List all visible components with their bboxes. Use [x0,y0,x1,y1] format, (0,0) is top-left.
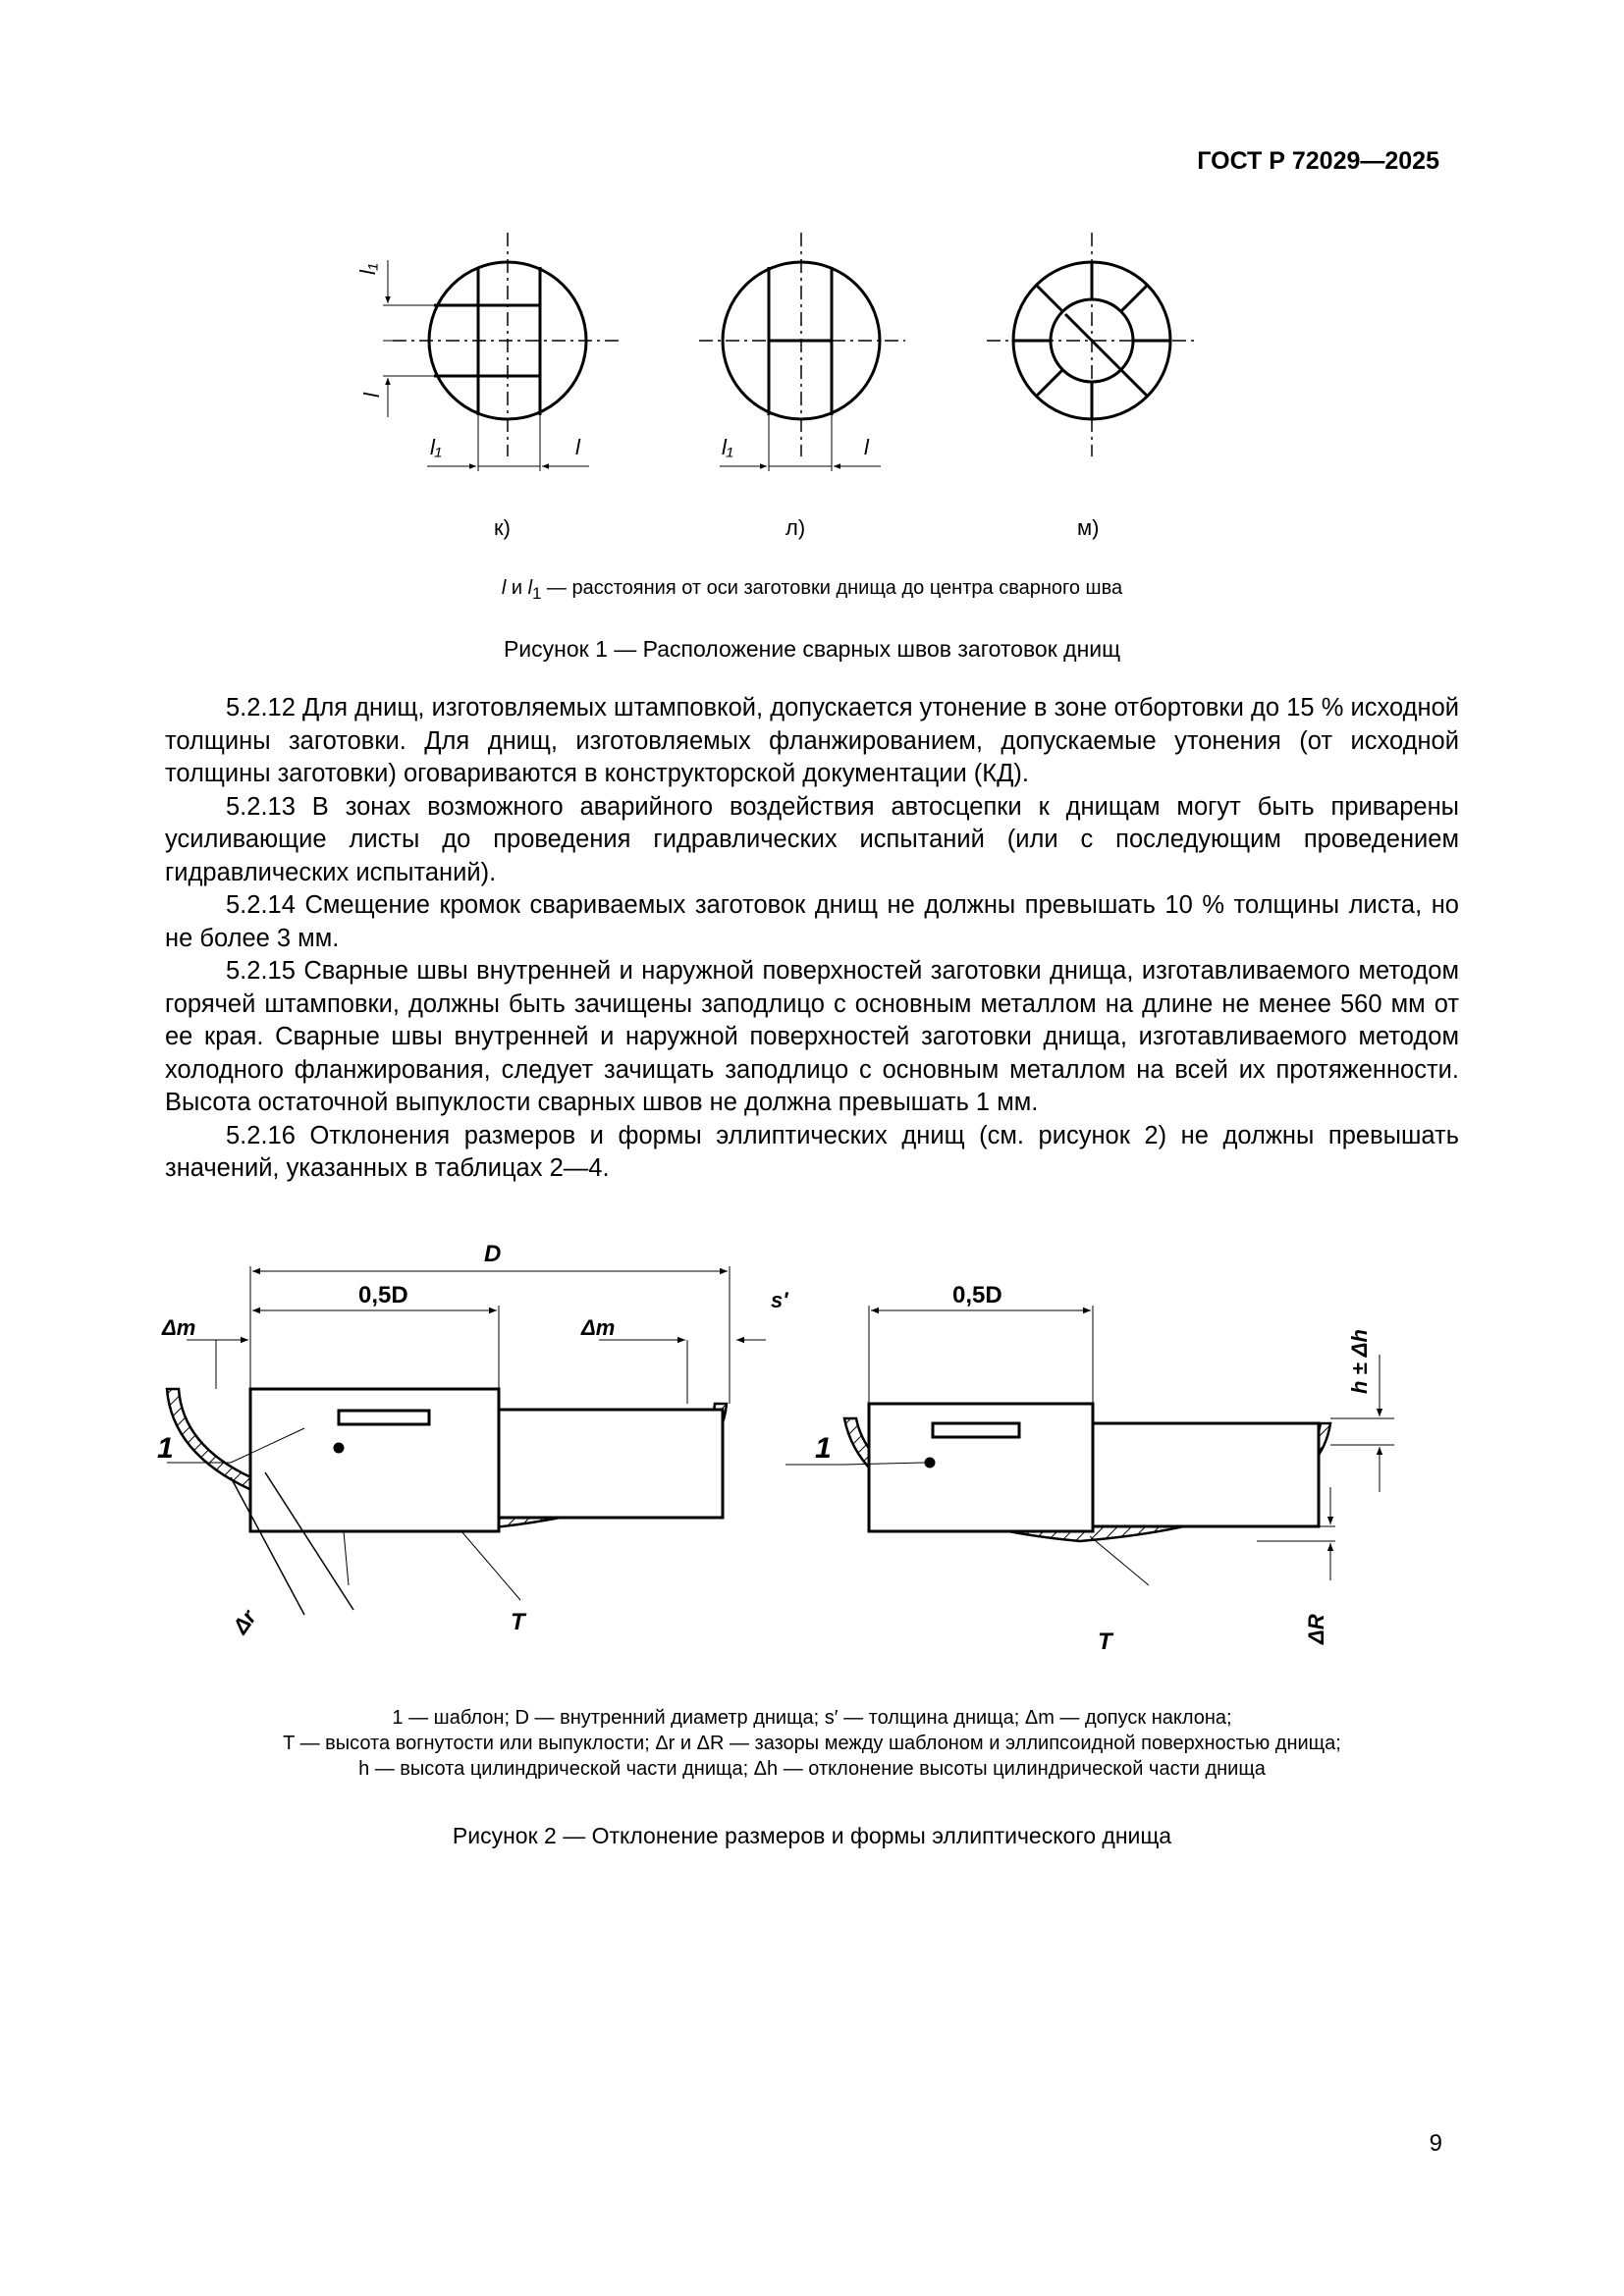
weld-layout-k [383,233,621,471]
dim-T-left: T [511,1609,525,1635]
dim-l1-horizontal: l₁ [430,435,442,459]
dim-l1-vertical: l₁ [355,263,380,275]
label-template-right: 1 [815,1432,832,1465]
document-header: ГОСТ Р 72029—2025 [1197,147,1439,175]
figure-2-drawing [157,1237,1434,1679]
dim-half-D-left: 0,5D [358,1282,408,1308]
label-template-left: 1 [157,1432,174,1465]
dim-dR: ΔR [1304,1614,1328,1644]
elliptical-head-left [167,1266,766,1615]
figure-1-legend: l и $l_1$ — расстояния от оси заготовки днища до центра сварного шва [501,577,1123,603]
legend-line-3: h — высота цилиндрической части днища; Δh — отклонение высоты цилиндрической части днища [358,1758,1266,1780]
dim-dr: Δr [227,1605,261,1638]
legend-line-2: T — высота вогнутости или выпуклости; Δr и ΔR — зазоры между шаблоном и эллипсоидной поверхностью днища; [283,1733,1341,1754]
paragraph-5-2-16: 5.2.16 Отклонения размеров и формы эллиптических днищ (см. рисунок 2) не должны превышать значений, указанных в таблицах 2—4. [165,1121,1459,1182]
dim-l-horizontal: l [575,435,580,459]
dim-l1-horizontal-l: l₁ [722,435,733,459]
paragraph-5-2-13: 5.2.13 В зонах возможного аварийного воздействия автосцепки к днищам могут быть приварены усиливающие листы до проведения гидравлических испытаний (или с последующим проведением гидравлических испытаний). [165,792,1459,886]
dim-T-right: T [1098,1629,1112,1655]
dim-D: D [484,1241,502,1267]
legend-line-1: 1 — шаблон; D — внутренний диаметр днища; s′ — толщина днища; Δm — допуск наклона; [392,1707,1232,1729]
body-text [165,692,1459,1186]
figure-2-legend [0,1705,1624,1782]
subfigure-label-k: к) [494,515,511,540]
paragraph-5-2-15: 5.2.15 Сварные швы внутренней и наружной поверхностей заготовки днища, изготавливаемого методом горячей штамповки, должны быть зачищены заподлицо с основным металлом на длине не менее 560 мм от ее края. Сварные швы внутренней и наружной поверхностей заготовки днища, изготавливаемого методом холодного фланжирования, следует зачищать заподлицо с основным металлом на всей их протяженности. Высота остаточной выпуклости сварных швов не должна превышать 1 мм. [165,957,1459,1116]
figure-1-drawings [344,221,1227,486]
weld-layout-m [987,233,1196,456]
dim-half-D-right: 0,5D [952,1282,1002,1308]
dim-l-vertical: l [359,393,384,398]
figure-1-caption: Рисунок 1 — Расположение сварных швов заготовок днищ [503,636,1121,662]
paragraph-5-2-12: 5.2.12 Для днищ, изготовляемых штамповкой, допускается утонение в зоне отбортовки до 15 % исходной толщины заготовки. Для днищ, изготовляемых фланжированием, допускаемые утонения (от исходной толщины заготовки) оговариваются в конструкторской документации (КД). [165,694,1459,787]
subfigure-label-m: м) [1077,515,1100,540]
paragraph-5-2-14: 5.2.14 Смещение кромок свариваемых заготовок днищ не должны превышать 10 % толщины листа, но не более 3 мм. [165,891,1459,952]
dim-dm-left: Δm [162,1315,196,1340]
subfigure-label-l: л) [785,515,806,540]
dim-l-horizontal-l: l [864,435,869,459]
dim-h-dh: h ± Δh [1347,1329,1372,1394]
page-number: 9 [1429,2130,1442,2157]
elliptical-head-right [785,1306,1394,1585]
figure-2-caption: Рисунок 2 — Отклонение размеров и формы эллиптического днища [452,1823,1172,1848]
dim-dm-right: Δm [581,1315,616,1340]
dim-s-prime: s′ [771,1288,788,1312]
